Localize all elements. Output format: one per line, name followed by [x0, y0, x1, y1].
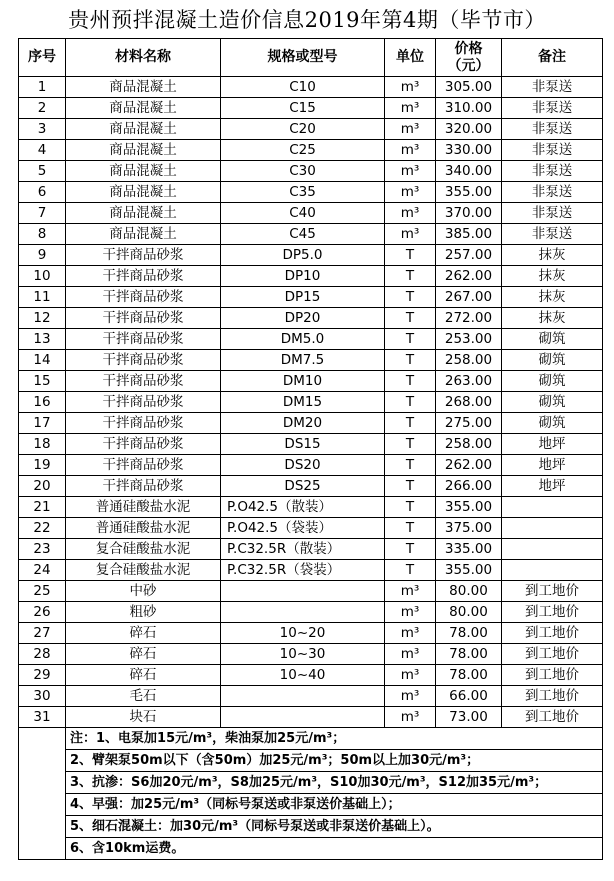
row-price: 375.00: [436, 518, 502, 539]
table-row: [19, 539, 603, 560]
row-name: 干拌商品砂浆: [66, 392, 221, 413]
header-no: 序号: [19, 39, 66, 77]
row-no: 4: [19, 140, 66, 161]
table-row: [19, 119, 603, 140]
row-name: 商品混凝土: [66, 203, 221, 224]
row-unit: T: [385, 308, 436, 329]
table-row: [19, 161, 603, 182]
row-price: 355.00: [436, 182, 502, 203]
row-price: 262.00: [436, 266, 502, 287]
note-text: 6、含10km运费。: [66, 838, 603, 860]
row-unit: m³: [385, 686, 436, 707]
table-row: [19, 518, 603, 539]
row-name: 商品混凝土: [66, 182, 221, 203]
row-no: 16: [19, 392, 66, 413]
row-no: 24: [19, 560, 66, 581]
row-spec: DM5.0: [221, 329, 385, 350]
note-row: [19, 838, 603, 860]
row-note: 地坪: [502, 476, 603, 497]
row-name: 干拌商品砂浆: [66, 371, 221, 392]
row-spec: DP10: [221, 266, 385, 287]
row-spec: DS20: [221, 455, 385, 476]
row-no: 25: [19, 581, 66, 602]
table-row: [19, 623, 603, 644]
row-spec: C20: [221, 119, 385, 140]
row-unit: T: [385, 434, 436, 455]
row-unit: m³: [385, 644, 436, 665]
row-name: 商品混凝土: [66, 119, 221, 140]
row-note: [502, 497, 603, 518]
row-unit: m³: [385, 602, 436, 623]
note-spacer: [19, 750, 66, 772]
row-price: 78.00: [436, 623, 502, 644]
row-spec: DM7.5: [221, 350, 385, 371]
table-row: [19, 497, 603, 518]
row-name: 商品混凝土: [66, 77, 221, 98]
row-spec: C35: [221, 182, 385, 203]
table-header-row: [19, 39, 603, 77]
row-price: 262.00: [436, 455, 502, 476]
row-note: 地坪: [502, 434, 603, 455]
row-price: 272.00: [436, 308, 502, 329]
row-spec: P.C32.5R（袋装）: [221, 560, 385, 581]
row-name: 干拌商品砂浆: [66, 266, 221, 287]
row-price: 253.00: [436, 329, 502, 350]
row-no: 21: [19, 497, 66, 518]
row-spec: C30: [221, 161, 385, 182]
row-unit: m³: [385, 140, 436, 161]
row-no: 20: [19, 476, 66, 497]
row-name: 复合硅酸盐水泥: [66, 560, 221, 581]
row-no: 10: [19, 266, 66, 287]
table-row: [19, 350, 603, 371]
row-no: 26: [19, 602, 66, 623]
row-no: 19: [19, 455, 66, 476]
row-unit: m³: [385, 224, 436, 245]
row-spec: DM15: [221, 392, 385, 413]
note-spacer: [19, 838, 66, 860]
row-price: 310.00: [436, 98, 502, 119]
table-row: [19, 77, 603, 98]
note-row: [19, 750, 603, 772]
row-name: 碎石: [66, 665, 221, 686]
row-name: 商品混凝土: [66, 161, 221, 182]
row-spec: P.O42.5（散装）: [221, 497, 385, 518]
header-note: 备注: [502, 39, 603, 77]
row-price: 80.00: [436, 581, 502, 602]
table-row: [19, 308, 603, 329]
row-unit: T: [385, 392, 436, 413]
table-row: [19, 266, 603, 287]
row-name: 干拌商品砂浆: [66, 350, 221, 371]
row-price: 305.00: [436, 77, 502, 98]
note-row: [19, 816, 603, 838]
table-row: [19, 707, 603, 728]
row-price: 355.00: [436, 497, 502, 518]
row-name: 干拌商品砂浆: [66, 455, 221, 476]
row-unit: T: [385, 350, 436, 371]
row-note: 到工地价: [502, 665, 603, 686]
row-spec: C15: [221, 98, 385, 119]
row-spec: C10: [221, 77, 385, 98]
row-no: 11: [19, 287, 66, 308]
row-price: 258.00: [436, 350, 502, 371]
row-spec: 10~20: [221, 623, 385, 644]
row-no: 1: [19, 77, 66, 98]
row-name: 干拌商品砂浆: [66, 476, 221, 497]
row-name: 干拌商品砂浆: [66, 245, 221, 266]
row-spec: [221, 686, 385, 707]
note-spacer: [19, 794, 66, 816]
row-price: 263.00: [436, 371, 502, 392]
row-price: 370.00: [436, 203, 502, 224]
row-note: 非泵送: [502, 182, 603, 203]
row-unit: m³: [385, 665, 436, 686]
row-name: 干拌商品砂浆: [66, 287, 221, 308]
row-unit: T: [385, 560, 436, 581]
table-row: [19, 413, 603, 434]
row-spec: [221, 581, 385, 602]
row-name: 干拌商品砂浆: [66, 308, 221, 329]
row-name: 碎石: [66, 623, 221, 644]
table-row: [19, 140, 603, 161]
row-note: 非泵送: [502, 119, 603, 140]
table-row: [19, 455, 603, 476]
row-no: 30: [19, 686, 66, 707]
row-no: 7: [19, 203, 66, 224]
row-unit: m³: [385, 119, 436, 140]
row-note: 到工地价: [502, 644, 603, 665]
row-no: 12: [19, 308, 66, 329]
table-row: [19, 182, 603, 203]
row-no: 27: [19, 623, 66, 644]
table-row: [19, 98, 603, 119]
row-name: 商品混凝土: [66, 140, 221, 161]
row-no: 8: [19, 224, 66, 245]
row-name: 块石: [66, 707, 221, 728]
row-unit: T: [385, 329, 436, 350]
row-note: 非泵送: [502, 203, 603, 224]
row-price: 340.00: [436, 161, 502, 182]
row-note: 到工地价: [502, 686, 603, 707]
row-unit: T: [385, 266, 436, 287]
note-text: 注：1、电泵加15元/m³，柴油泵加25元/m³；: [66, 728, 603, 750]
row-note: 非泵送: [502, 224, 603, 245]
table-row: [19, 644, 603, 665]
note-text: 5、细石混凝土：加30元/m³（同标号泵送或非泵送价基础上）。: [66, 816, 603, 838]
row-no: 17: [19, 413, 66, 434]
note-text: 2、臂架泵50m以下（含50m）加25元/m³；50m以上加30元/m³；: [66, 750, 603, 772]
table-row: [19, 245, 603, 266]
row-no: 13: [19, 329, 66, 350]
note-spacer: [19, 816, 66, 838]
row-unit: m³: [385, 182, 436, 203]
row-spec: 10~40: [221, 665, 385, 686]
row-spec: DS25: [221, 476, 385, 497]
row-spec: DM10: [221, 371, 385, 392]
row-note: 到工地价: [502, 602, 603, 623]
row-note: 到工地价: [502, 623, 603, 644]
row-no: 18: [19, 434, 66, 455]
row-name: 中砂: [66, 581, 221, 602]
page-title: 贵州预拌混凝土造价信息2019年第4期（毕节市）: [68, 8, 546, 32]
row-price: 258.00: [436, 434, 502, 455]
row-name: 粗砂: [66, 602, 221, 623]
row-price: 257.00: [436, 245, 502, 266]
table-row: [19, 602, 603, 623]
row-no: 15: [19, 371, 66, 392]
row-unit: m³: [385, 98, 436, 119]
row-name: 商品混凝土: [66, 224, 221, 245]
row-note: 砌筑: [502, 392, 603, 413]
row-note: 砌筑: [502, 350, 603, 371]
row-name: 商品混凝土: [66, 98, 221, 119]
row-spec: DS15: [221, 434, 385, 455]
row-name: 干拌商品砂浆: [66, 329, 221, 350]
row-spec: [221, 602, 385, 623]
row-spec: DP15: [221, 287, 385, 308]
row-note: 非泵送: [502, 161, 603, 182]
row-no: 28: [19, 644, 66, 665]
row-unit: m³: [385, 581, 436, 602]
row-note: 砌筑: [502, 371, 603, 392]
row-name: 复合硅酸盐水泥: [66, 539, 221, 560]
row-no: 5: [19, 161, 66, 182]
row-spec: P.O42.5（袋装）: [221, 518, 385, 539]
row-spec: C25: [221, 140, 385, 161]
row-unit: T: [385, 518, 436, 539]
table-row: [19, 581, 603, 602]
row-spec: P.C32.5R（散装）: [221, 539, 385, 560]
row-name: 碎石: [66, 644, 221, 665]
row-note: 砌筑: [502, 413, 603, 434]
row-note: 到工地价: [502, 707, 603, 728]
row-no: 23: [19, 539, 66, 560]
row-unit: m³: [385, 707, 436, 728]
row-price: 268.00: [436, 392, 502, 413]
row-price: 73.00: [436, 707, 502, 728]
row-no: 9: [19, 245, 66, 266]
row-price: 330.00: [436, 140, 502, 161]
row-no: 3: [19, 119, 66, 140]
row-unit: T: [385, 476, 436, 497]
row-price: 275.00: [436, 413, 502, 434]
table-row: [19, 287, 603, 308]
row-note: [502, 518, 603, 539]
row-unit: m³: [385, 623, 436, 644]
header-price-line1: 价格: [454, 40, 483, 57]
header-price: [436, 39, 502, 77]
row-unit: m³: [385, 161, 436, 182]
row-note: 抹灰: [502, 266, 603, 287]
row-price: 78.00: [436, 644, 502, 665]
row-unit: T: [385, 287, 436, 308]
row-spec: DP5.0: [221, 245, 385, 266]
row-spec: C45: [221, 224, 385, 245]
table-row: [19, 203, 603, 224]
note-text: 3、抗渗：S6加20元/m³，S8加25元/m³，S10加30元/m³，S12加35元/m³；: [66, 772, 603, 794]
row-name: 干拌商品砂浆: [66, 413, 221, 434]
row-spec: DM20: [221, 413, 385, 434]
row-note: 抹灰: [502, 245, 603, 266]
row-name: 干拌商品砂浆: [66, 434, 221, 455]
row-spec: [221, 707, 385, 728]
row-price: 78.00: [436, 665, 502, 686]
table-row: [19, 476, 603, 497]
table-body: [19, 77, 603, 860]
row-price: 80.00: [436, 602, 502, 623]
row-price: 320.00: [436, 119, 502, 140]
row-price: 66.00: [436, 686, 502, 707]
row-no: 6: [19, 182, 66, 203]
row-note: 地坪: [502, 455, 603, 476]
note-row: [19, 728, 603, 750]
header-price-line2: （元）: [447, 57, 490, 74]
row-price: 335.00: [436, 539, 502, 560]
table-row: [19, 665, 603, 686]
header-name: 材料名称: [66, 39, 221, 77]
header-unit: 单位: [385, 39, 436, 77]
row-note: 抹灰: [502, 287, 603, 308]
table-row: [19, 392, 603, 413]
row-price: 355.00: [436, 560, 502, 581]
row-note: 非泵送: [502, 140, 603, 161]
note-spacer: [19, 728, 66, 750]
row-no: 31: [19, 707, 66, 728]
row-note: 非泵送: [502, 77, 603, 98]
row-note: 非泵送: [502, 98, 603, 119]
note-row: [19, 772, 603, 794]
table-row: [19, 371, 603, 392]
table-row: [19, 686, 603, 707]
table-row: [19, 224, 603, 245]
row-unit: T: [385, 245, 436, 266]
price-table: [18, 38, 603, 860]
row-unit: T: [385, 455, 436, 476]
row-no: 22: [19, 518, 66, 539]
row-name: 普通硅酸盐水泥: [66, 518, 221, 539]
row-price: 385.00: [436, 224, 502, 245]
row-price: 267.00: [436, 287, 502, 308]
row-price: 266.00: [436, 476, 502, 497]
row-spec: DP20: [221, 308, 385, 329]
row-spec: 10~30: [221, 644, 385, 665]
row-unit: m³: [385, 203, 436, 224]
row-no: 14: [19, 350, 66, 371]
row-unit: T: [385, 371, 436, 392]
row-name: 普通硅酸盐水泥: [66, 497, 221, 518]
row-unit: m³: [385, 77, 436, 98]
row-note: 到工地价: [502, 581, 603, 602]
table-row: [19, 434, 603, 455]
note-spacer: [19, 772, 66, 794]
table-row: [19, 329, 603, 350]
row-note: [502, 539, 603, 560]
row-note: [502, 560, 603, 581]
row-unit: T: [385, 413, 436, 434]
row-unit: T: [385, 539, 436, 560]
header-spec: 规格或型号: [221, 39, 385, 77]
row-spec: C40: [221, 203, 385, 224]
row-unit: T: [385, 497, 436, 518]
row-name: 毛石: [66, 686, 221, 707]
note-row: [19, 794, 603, 816]
table-row: [19, 560, 603, 581]
row-note: 砌筑: [502, 329, 603, 350]
row-no: 29: [19, 665, 66, 686]
row-no: 2: [19, 98, 66, 119]
row-note: 抹灰: [502, 308, 603, 329]
note-text: 4、早强：加25元/m³（同标号泵送或非泵送价基础上）；: [66, 794, 603, 816]
